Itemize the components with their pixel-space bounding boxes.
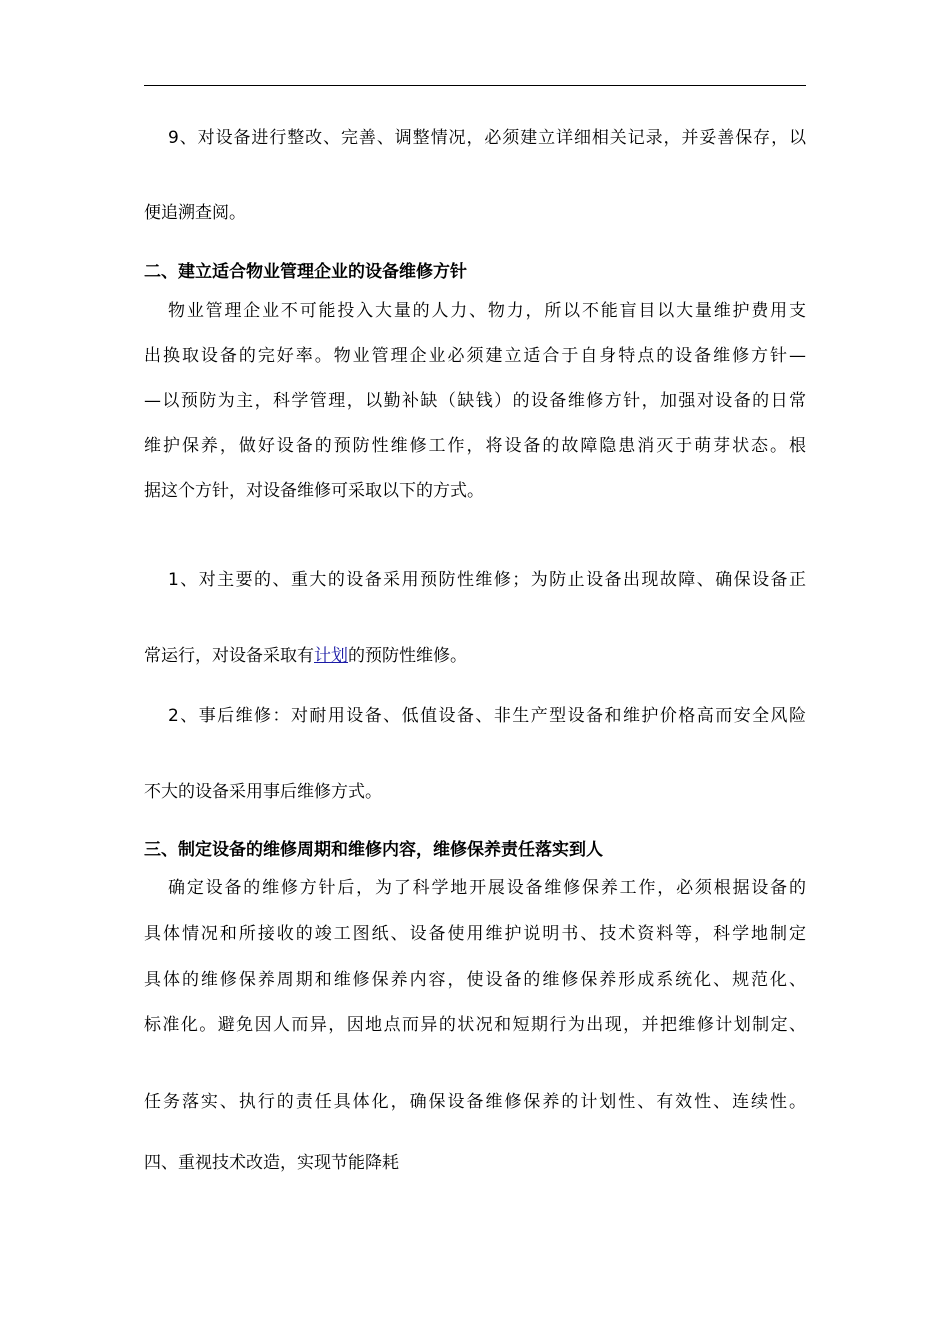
section-3-heading: 三、制定设备的维修周期和维修内容，维修保养责任落实到人: [144, 840, 603, 860]
section-3-para-line-2: 具体情况和所接收的竣工图纸、设备使用维护说明书、技术资料等，科学地制定: [144, 924, 806, 944]
section-3-para-line-1: 确定设备的维修方针后，为了科学地开展设备维修保养工作，必须根据设备的: [168, 878, 806, 898]
plan-link[interactable]: 计划: [314, 646, 348, 666]
section-2-heading: 二、建立适合物业管理企业的设备维修方针: [144, 262, 467, 282]
section-2-item-1-line-2: [144, 644, 806, 668]
section-2-para-line-5: 据这个方针，对设备维修可采取以下的方式。: [144, 481, 484, 501]
section-2-item-2-line-1: 2、事后维修：对耐用设备、低值设备、非生产型设备和维护价格高而安全风险: [168, 706, 806, 726]
item-9-line-1: 9、对设备进行整改、完善、调整情况，必须建立详细相关记录，并妥善保存，以: [168, 128, 806, 148]
section-3-para-line-5: 任务落实、执行的责任具体化，确保设备维修保养的计划性、有效性、连续性。: [144, 1092, 806, 1112]
section-3-para-line-4: 标准化。避免因人而异，因地点而异的状况和短期行为出现，并把维修计划制定、: [144, 1015, 806, 1035]
section-2-item-1-line-1: 1、对主要的、重大的设备采用预防性维修；为防止设备出现故障、确保设备正: [168, 570, 806, 590]
section-3-para-line-3: 具体的维修保养周期和维修保养内容，使设备的维修保养形成系统化、规范化、: [144, 970, 806, 990]
section-2-para-line-3: —以预防为主，科学管理，以勤补缺（缺钱）的设备维修方针，加强对设备的日常: [144, 391, 806, 411]
section-2-item-2-line-2: 不大的设备采用事后维修方式。: [144, 782, 382, 802]
section-2-para-line-1: 物业管理企业不可能投入大量的人力、物力，所以不能盲目以大量维护费用支: [168, 301, 806, 321]
item-1-text-before-link: 常运行，对设备采取有: [144, 646, 314, 666]
item-9-line-2: 便追溯查阅。: [144, 203, 246, 223]
section-2-para-line-2: 出换取设备的完好率。物业管理企业必须建立适合于自身特点的设备维修方针—: [144, 346, 806, 366]
header-rule: [144, 85, 806, 86]
item-1-text-after-link: 的预防性维修。: [348, 646, 467, 666]
section-4-heading: 四、重视技术改造，实现节能降耗: [144, 1153, 399, 1173]
section-2-para-line-4: 维护保养，做好设备的预防性维修工作，将设备的故障隐患消灭于萌芽状态。根: [144, 436, 806, 456]
